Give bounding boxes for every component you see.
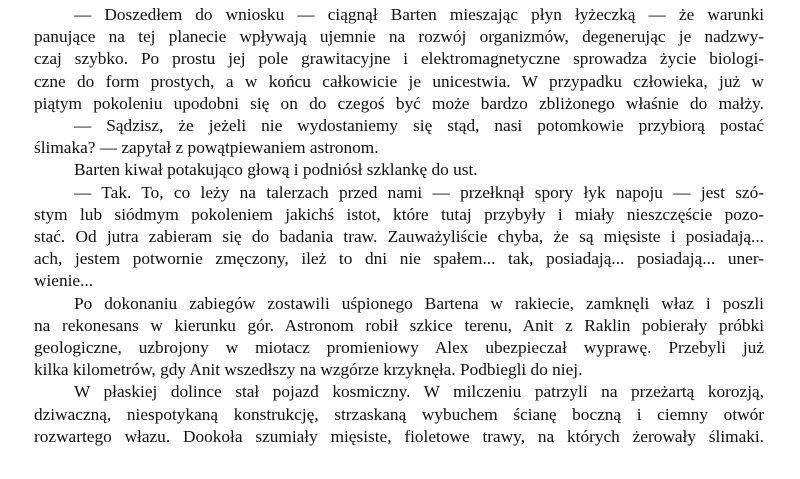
- text-line: [0, 48, 800, 70]
- text-line-content: W płaskiej dolince stał pojazd kosmiczny. W milczeniu patrzyli na przeżartą korozją,: [74, 382, 765, 402]
- text-line-content: stać. Od jutra zabieram się do badania traw. Zauważyliście chyba, że są mięsiste i posiadają...: [34, 227, 764, 246]
- text-line: [0, 359, 800, 381]
- text-line: [0, 26, 800, 48]
- text-line: [0, 404, 800, 426]
- text-line: [0, 337, 800, 359]
- text-line: [0, 426, 800, 448]
- text-line: [0, 226, 800, 248]
- text-line-content: — Doszedłem do wniosku — ciągnął Barten mieszając płyn łyżeczką — że warunki: [74, 5, 764, 24]
- text-line-content: — Sądzisz, że jeżeli nie wydostaniemy się stąd, nasi potomkowie przybiorą postać: [74, 116, 764, 135]
- text-line: [0, 4, 800, 26]
- text-line: [0, 159, 800, 181]
- text-line-content: ach, jestem potwornie zmęczony, ileż to dni nie spałem... tak, posiadają... posiadają... uner-: [34, 249, 764, 269]
- text-line-content: Po dokonaniu zabiegów zostawili uśpionego Bartena w rakiecie, zamknęli właz i poszli: [74, 293, 764, 313]
- text-line-content: piątym pokoleniu upodobni się on do czegoś być może bardzo zbliżonego właśnie do małży.: [34, 93, 764, 113]
- text-line: [0, 93, 800, 115]
- text-line: [0, 293, 800, 315]
- text-line-content: rozwartego włazu. Dookoła szumiały mięsiste, fioletowe trawy, na których żerowały ślimaki.: [34, 426, 764, 446]
- text-line: [0, 71, 800, 93]
- text-line-content: — Tak. To, co leży na talerzach przed nami — przełknął spory łyk napoju — jest szó-: [74, 182, 764, 202]
- text-line: [0, 381, 800, 403]
- text-line: [0, 248, 800, 270]
- text-line-content: Barten kiwał potakująco głową i podniósł szklankę do ust.: [74, 160, 478, 180]
- text-line-content: geologiczne, uzbrojony w miotacz promieniowy Alex ubezpieczał wyprawę. Przebyli już: [34, 338, 764, 357]
- text-line-content: wienie...: [34, 271, 94, 291]
- text-line-content: stym lub siódmym pokoleniem jakichś istot, które tutaj przybyły i miały nieszczęście pozo-: [34, 204, 764, 224]
- text-line: [0, 315, 800, 337]
- text-line: [0, 270, 800, 292]
- text-line: [0, 182, 800, 204]
- text-line-content: czaj szybko. Po prostu jej pole grawitacyjne i elektromagnetyczne sprowadza życie biologi-: [34, 49, 764, 69]
- text-line-content: na rekonesans w kierunku gór. Astronom robił szkice terenu, Anit z Raklin pobierały próbki: [34, 315, 764, 335]
- text-line-content: panujące na tej planecie wpływają ujemnie na rozwój organizmów, degenerując je nadzwy-: [34, 27, 764, 47]
- text-line-content: ślimaka? — zapytał z powątpiewaniem astronom.: [34, 138, 379, 158]
- text-line: [0, 204, 800, 226]
- text-line-content: dziwaczną, niespotykaną konstrukcję, strzaskaną wybuchem ścianę boczną i ciemny otwór: [34, 404, 764, 424]
- text-line: [0, 137, 800, 159]
- text-line: [0, 115, 800, 137]
- text-line-content: czne do form prostych, a w końcu całkowicie je unicestwia. W przypadku człowieka, już w: [34, 71, 764, 91]
- text-line-content: kilka kilometrów, gdy Anit wszedłszy na wzgórze krzyknęła. Podbiegli do niej.: [34, 360, 583, 380]
